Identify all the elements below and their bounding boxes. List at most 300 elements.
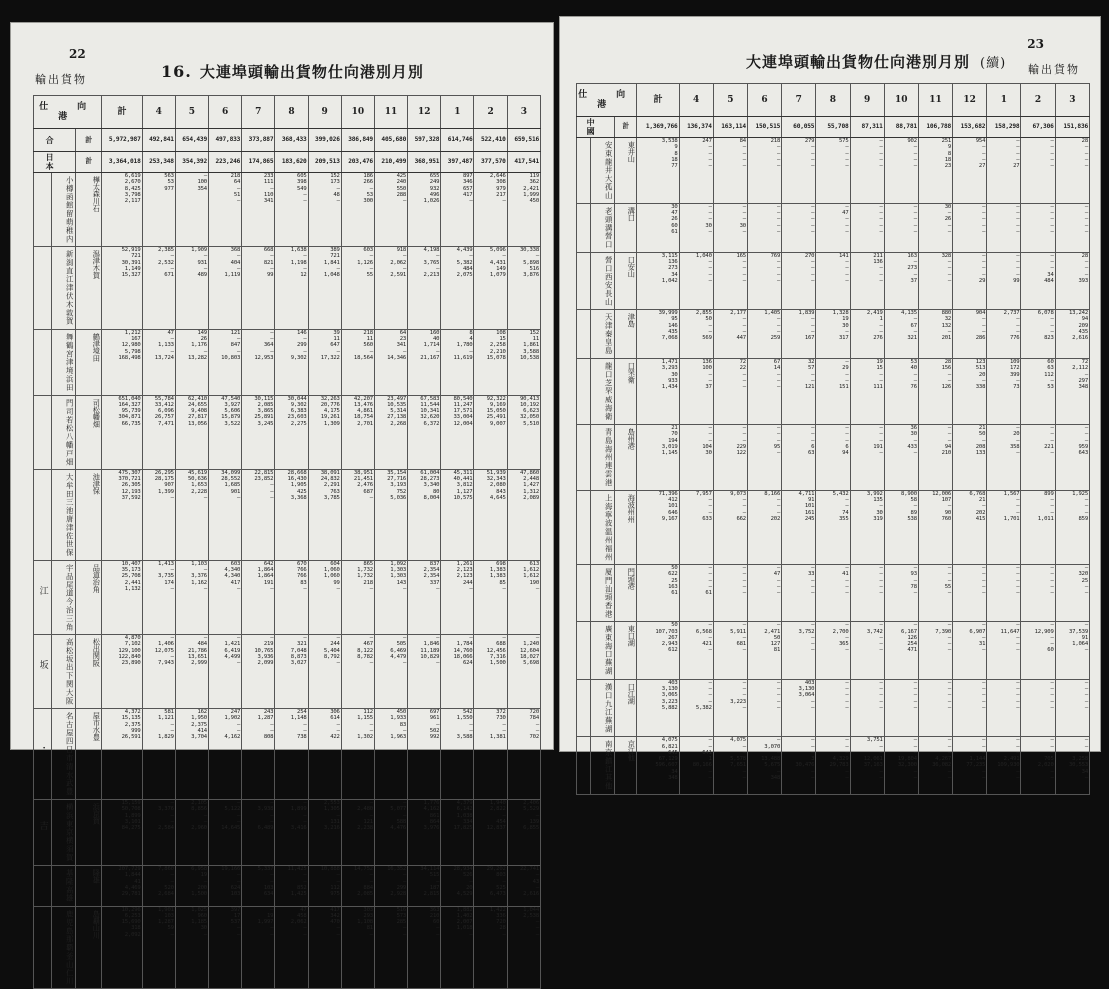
header-cell: 3	[507, 96, 540, 129]
table-row	[577, 565, 1090, 622]
table-cell: 7,957 — — — 633	[679, 490, 713, 564]
table-cell: — — — 19,804 32,300 — —	[884, 737, 918, 794]
region-label	[577, 252, 591, 309]
table-cell: 30,044 9,302 6,383 23,603 2,275	[275, 395, 308, 469]
table-cell: 32 57 — — 121	[782, 359, 816, 425]
table-cell: 158,298	[987, 117, 1021, 138]
table-cell: 186 266 — 53 300	[341, 173, 374, 247]
running-head: 輸出貨物	[1028, 63, 1080, 76]
table-cell: 373,887	[242, 129, 275, 152]
table-cell: 90,413 10,192 6,623 32,050 5,510	[507, 395, 540, 469]
table-cell: 6,619 2,670 8,425 3,798 2,117	[102, 173, 142, 247]
region-label	[577, 203, 591, 252]
table-cell: 5,337 — — 103 634	[242, 866, 275, 907]
region-label	[577, 622, 591, 679]
port-names: 天津秦皇島	[591, 310, 615, 359]
table-cell: 5,972,987	[102, 129, 142, 152]
table-cell: — 5,911 — 681 —	[713, 622, 747, 679]
table-cell: 8 4 1,780 — 11,619	[441, 329, 474, 395]
table-title	[746, 51, 1006, 72]
port-names: 安東龍井大孤山	[591, 138, 615, 204]
table-cell: 4,439 — 5,382 484 2,075	[441, 247, 474, 330]
table-cell: 1,422 336 720 28 —	[474, 906, 507, 989]
table-cell: 4,198 — 3,765 — 2,213	[408, 247, 441, 330]
table-cell: 389 721 1,841 — 1,048	[308, 247, 341, 330]
table-cell: — 2,471 50 127 81	[747, 622, 781, 679]
table-cell: 1,044 2,538 — — —	[507, 906, 540, 989]
port-names: 名古屋四日市清水武豊	[52, 709, 76, 800]
table-cell: 1,567 — — — 1,701	[987, 490, 1021, 564]
port-names: 小樽函館留萌稚内	[52, 173, 76, 247]
table-cell: — 1,421 6,419 4,499 —	[208, 635, 241, 709]
table-row	[577, 203, 1090, 252]
table-cell: 60 63 112 — 53	[1021, 359, 1055, 425]
table-cell: 659,516	[507, 129, 540, 152]
table-cell: — 244 5,404 8,792 —	[308, 635, 341, 709]
table-cell: 149 26 1,176 — 13,282	[175, 329, 208, 395]
table-cell: — — — — —	[1021, 138, 1055, 204]
table-row	[34, 395, 541, 469]
table-cell: 218 11 560 — 18,564	[341, 329, 374, 395]
table-cell: 64 23 341 — 14,346	[374, 329, 407, 395]
table-cell: 4,075 — — 5,578 7,651 — —	[713, 737, 747, 794]
data-table	[576, 83, 1090, 795]
table-cell: — — — — —	[1055, 203, 1089, 252]
table-cell: — 1,899 — — 3,416	[275, 800, 308, 866]
table-cell: — 93 — 78 —	[884, 565, 918, 622]
table-cell: 897 346 657 417 —	[441, 173, 474, 247]
table-cell: — — — — —	[850, 138, 884, 204]
table-cell: 642 1,864 1,864 191 —	[242, 560, 275, 634]
header-cell: 5	[175, 96, 208, 129]
table-cell: — — — 4,267 36,082 — —	[918, 737, 952, 794]
table-cell: — — — 705 2,020 — —	[1021, 737, 1055, 794]
table-cell: 1,901 103 1,287 59 —	[142, 906, 175, 989]
table-cell: 605 398 549 — —	[275, 173, 308, 247]
table-cell: 152 11 1,861 3,588 10,538	[507, 329, 540, 395]
table-cell: 4,870 7,102 129,100 122,840 23,890	[102, 635, 142, 709]
table-cell: 38,951 21,451 2,476 687 —	[341, 469, 374, 560]
data-table	[33, 95, 541, 989]
port-kinds: 隆雄	[76, 866, 102, 907]
table-cell: 51,939 32,343 2,080 843 4,645	[474, 469, 507, 560]
header-cell: 11	[918, 84, 952, 117]
port-kinds: 浜京賀	[76, 800, 102, 866]
table-cell: 368 — 404 — 1,119	[208, 247, 241, 330]
table-row	[34, 709, 541, 800]
table-cell: 29,202 803 — 525 6,473	[474, 866, 507, 907]
port-kinds: 島覇山川	[76, 906, 102, 989]
table-cell: 2,419 1 — — 276	[850, 310, 884, 359]
page-number: 23	[1027, 37, 1044, 51]
region-label	[577, 359, 591, 425]
table-cell: 354,392	[175, 152, 208, 173]
table-cell: 16,352 — — 299 2,928	[374, 866, 407, 907]
region-label	[577, 737, 591, 794]
table-cell: 668 — 821 — 99	[242, 247, 275, 330]
table-cell: — 41 — — —	[816, 565, 850, 622]
table-cell: 160 40 1,714 — 21,167	[408, 329, 441, 395]
table-cell: 1,776 4,162 861 864 3,976	[408, 800, 441, 866]
table-cell: 1,405 — — — 259	[747, 310, 781, 359]
table-cell: 10,407 35,173 25,708 2,441 1,132	[102, 560, 142, 634]
port-names: 漢口九江蕪湖	[591, 679, 615, 736]
table-cell: 2,855 50 — — 569	[679, 310, 713, 359]
total-row	[34, 129, 541, 152]
region-label: 吉	[34, 800, 52, 866]
table-cell: 141 — — — —	[816, 252, 850, 309]
header-cell: 計	[637, 84, 679, 117]
country-row	[577, 117, 1090, 138]
port-kinds: 口罘衛	[615, 359, 637, 425]
table-cell: 4,379 6,142 1,038 334 17,825	[441, 800, 474, 866]
table-cell: 1,261 2,123 2,123 244 —	[441, 560, 474, 634]
table-cell: 80,540 11,247 17,571 33,004 12,004	[441, 395, 474, 469]
table-row	[34, 866, 541, 907]
table-cell: 92,322 9,169 15,050 25,491 9,007	[474, 395, 507, 469]
row-label: 中 國	[577, 117, 615, 138]
table-cell: 3,992 135 — 30 319	[850, 490, 884, 564]
table-cell: — — — 34 484	[1021, 252, 1055, 309]
table-cell: 575 — — — —	[816, 138, 850, 204]
table-number: 16.	[161, 62, 192, 81]
table-cell: 109 172 399 — 73	[987, 359, 1021, 425]
table-cell: — — — — —	[884, 203, 918, 252]
table-cell: 36 30 — 433 —	[884, 425, 918, 491]
table-cell: 1,328 19 30 — 317	[816, 310, 850, 359]
table-cell: 42,207 13,476 4,861 18,754 2,701	[341, 395, 374, 469]
port-names: 廣東海口蕪湖	[591, 622, 615, 679]
table-cell: 372 730 — — 1,381	[474, 709, 507, 800]
table-cell: 254 1,148 — — 738	[275, 709, 308, 800]
table-cell: — 2,700 — 365 —	[816, 622, 850, 679]
table-cell: 28,934 526 — 20 4,529	[441, 866, 474, 907]
table-cell: 12,006 107 — 90 760	[918, 490, 952, 564]
table-cell: 954 — — — 27	[953, 138, 987, 204]
table-cell: — — — — —	[884, 679, 918, 736]
table-cell: 613 1,612 1,612 190 —	[507, 560, 540, 634]
table-cell: 899 — — — 1,011	[1021, 490, 1055, 564]
table-cell: 45,311 40,441 3,812 1,127 10,575	[441, 469, 474, 560]
table-cell: 522,410	[474, 129, 507, 152]
header-cell: 9	[308, 96, 341, 129]
header-cell: 4	[679, 84, 713, 117]
table-cell: — — — 3 30,476 — —	[782, 737, 816, 794]
table-cell: 163 — 273 — 37	[884, 252, 918, 309]
table-cell: — 47 — — —	[747, 565, 781, 622]
table-cell: 55,784 33,412 6,096 26,757 7,471	[142, 395, 175, 469]
table-cell: 50 622 25 163 61	[637, 565, 679, 622]
table-cell: 597,328	[408, 129, 441, 152]
table-cell: 603 — 1,126 — 55	[341, 247, 374, 330]
table-cell: 203,476	[341, 152, 374, 173]
region-label	[577, 310, 591, 359]
table-cell: 904 — — — 286	[953, 310, 987, 359]
table-cell: 363 210 60 — —	[408, 906, 441, 989]
header-cell: 11	[374, 96, 407, 129]
table-cell: — — — 6 63	[782, 425, 816, 491]
table-cell: 397,487	[441, 152, 474, 173]
table-cell: — — — 3,223 —	[713, 679, 747, 736]
port-kinds: 潟津木賀	[76, 247, 102, 330]
table-cell: — — — — —	[918, 679, 952, 736]
table-cell: 880 32 132 — 201	[918, 310, 952, 359]
table-cell: 425 240 550 288 —	[374, 173, 407, 247]
header-cell: 仕 向 港	[34, 96, 102, 129]
table-row	[34, 560, 541, 634]
table-cell: 15,159 50,708 1,899 3,101 84,275	[102, 800, 142, 866]
header-cell: 2	[474, 96, 507, 129]
table-cell: — — — — —	[953, 679, 987, 736]
table-cell: 1,882 1,402 2,007 1,018 —	[441, 906, 474, 989]
table-cell: 55,708	[816, 117, 850, 138]
table-cell: 497,833	[208, 129, 241, 152]
table-cell: 303 293 1,108 81 —	[341, 906, 374, 989]
table-row	[34, 329, 541, 395]
table-cell: 47,540 3,927 5,606 15,879 3,522	[208, 395, 241, 469]
table-cell: 34,114 515 — 187 2,815	[408, 866, 441, 907]
table-cell: 67 14 — — —	[747, 359, 781, 425]
table-row	[577, 737, 1090, 794]
table-cell: 209,513	[308, 152, 341, 173]
table-cell: 72 22 — — —	[713, 359, 747, 425]
table-cell: 119 362 2,421 1,999 450	[507, 173, 540, 247]
table-cell: 3,364,018	[102, 152, 142, 173]
country-row	[34, 152, 541, 173]
port-kinds: 鶴津境田	[76, 329, 102, 395]
table-cell: — 1,784 14,760 18,066 624	[441, 635, 474, 709]
table-cell: 28,668 16,430 1,905 425 3,368	[275, 469, 308, 560]
table-cell: — 5,077 — 588 4,476	[374, 800, 407, 866]
table-body	[34, 173, 541, 989]
table-cell: — — — — —	[850, 203, 884, 252]
region-label	[34, 247, 52, 330]
table-row	[34, 800, 541, 866]
region-label: ・	[34, 709, 52, 800]
table-cell: — 320 25 — —	[1055, 565, 1089, 622]
table-row	[577, 252, 1090, 309]
table-cell: 902 — — — —	[884, 138, 918, 204]
table-cell: 88,781	[884, 117, 918, 138]
table-cell: 123 513 20 — 338	[953, 359, 987, 425]
table-cell: 67,583 11,544 10,341 32,620 6,372	[408, 395, 441, 469]
table-cell: 417 342 470 — —	[308, 906, 341, 989]
port-names: 宇品尾道今治三角	[52, 560, 76, 634]
port-names: 基隆高雄	[52, 866, 76, 907]
region-label	[577, 425, 591, 491]
table-cell: 403 3,130 3,065 3,223 5,882	[637, 679, 679, 736]
running-head: 輸出貨物	[35, 73, 87, 86]
table-cell: — 467 8,122 8,782 —	[341, 635, 374, 709]
port-kinds: 池津保	[76, 469, 102, 560]
region-label	[34, 906, 52, 989]
table-cell: 655 249 932 496 1,026	[408, 173, 441, 247]
table-cell: — 12,909 — — 60	[1021, 622, 1055, 679]
table-cell: 11,425 — — 852 1,425	[275, 866, 308, 907]
table-cell: 1,925 — — — 859	[1055, 490, 1089, 564]
header-cell: 2	[1021, 84, 1055, 117]
port-names: 上海寧波温州福州	[591, 490, 615, 564]
table-cell: 165 — — — —	[713, 252, 747, 309]
table-cell: 670 766 766 83 —	[275, 560, 308, 634]
table-cell: — — — — —	[953, 565, 987, 622]
table-cell: 67,306	[1021, 117, 1055, 138]
table-cell: — — — — —	[747, 679, 781, 736]
header-cell: 1	[987, 84, 1021, 117]
table-cell: — — — 30 —	[679, 203, 713, 252]
table-cell: 32,263 20,776 4,175 19,261 1,309	[308, 395, 341, 469]
table-cell: 62,410 24,655 9,408 27,817 13,056	[175, 395, 208, 469]
table-row	[34, 906, 541, 989]
table-cell: — — — — 29	[953, 252, 987, 309]
table-cell: 30,338 — 5,898 516 3,876	[507, 247, 540, 330]
table-cell: 28 — — — 393	[1055, 252, 1089, 309]
table-cell: 10,888 — — 112 975	[308, 866, 341, 907]
table-cell: 492,841	[142, 129, 175, 152]
table-cell: 22,741 — 43 — 2,616	[507, 866, 540, 907]
table-cell: 210,499	[374, 152, 407, 173]
table-cell: 1,369,766	[637, 117, 679, 138]
table-cell: — — — 55 —	[918, 565, 952, 622]
table-cell: 251 9 8 18 23	[918, 138, 952, 204]
table-cell: — 6,907 — 31 —	[953, 622, 987, 679]
header-cell: 12	[953, 84, 987, 117]
table-cell: 1,212 167 12,980 5,798 168,498	[102, 329, 142, 395]
table-title-text: 大連埠頭輸出貨物仕向港別月別	[199, 63, 424, 81]
table-cell: — — — 94 210	[918, 425, 952, 491]
table-cell: 918 — 2,062 — 2,591	[374, 247, 407, 330]
table-cell: 183,620	[275, 152, 308, 173]
table-cell: 47 458 2,062 — —	[275, 906, 308, 989]
port-names: 横浜東京横須賀	[52, 800, 76, 866]
title-continued: (續)	[980, 56, 1007, 71]
table-row	[577, 679, 1090, 736]
table-cell: — — — — —	[850, 679, 884, 736]
header-cell: 3	[1055, 84, 1089, 117]
table-cell: — — 641 1 80,166 — —	[679, 737, 713, 794]
table-cell: 136,374	[679, 117, 713, 138]
header-cell: 8	[816, 84, 850, 117]
right-page	[559, 16, 1101, 791]
table-cell: 654,439	[175, 129, 208, 152]
table-cell: — 3,938 — — 6,489	[242, 800, 275, 866]
table-cell: 35,154 27,716 3,193 752 5,036	[374, 469, 407, 560]
table-cell: — 47 — — —	[816, 203, 850, 252]
table-cell: 38,091 24,832 2,291 763 3,785	[308, 469, 341, 560]
header-cell: 1	[441, 96, 474, 129]
port-kinds: 品道治角	[76, 560, 102, 634]
table-cell: 21 70 194 3,019 1,145	[637, 425, 679, 491]
port-names: 龍口芝罘威海衛	[591, 359, 615, 425]
table-cell: — 2,480 — 121 2,238	[341, 800, 374, 866]
table-cell: 698 1,383 1,383 85 —	[474, 560, 507, 634]
table-cell: 207,729 1,844 41 4,469 29,781	[102, 866, 142, 907]
table-cell: 651,040 164,327 95,739 304,871 66,735	[102, 395, 142, 469]
table-body	[577, 138, 1090, 795]
table-cell: — — — — —	[987, 565, 1021, 622]
table-cell: 39 11 647 — 17,322	[308, 329, 341, 395]
table-cell: — — — 959 643	[1055, 425, 1089, 491]
port-names: 青島海州連雲港	[591, 425, 615, 491]
table-cell: 581 1,121 — — 1,829	[142, 709, 175, 800]
table-cell: — 505 6,469 4,479 —	[374, 635, 407, 709]
table-cell: 162 1,950 2,375 414 3,704	[175, 709, 208, 800]
table-cell: — 11,647 — — —	[987, 622, 1021, 679]
table-row	[577, 622, 1090, 679]
port-names: 門司若松八幡戸畑	[52, 395, 76, 469]
port-names: 厦門汕頭香港	[591, 565, 615, 622]
table-row	[34, 247, 541, 330]
header-row	[34, 96, 541, 129]
table-cell: 1,839 — — — 167	[782, 310, 816, 359]
table-cell: 3,751 — — 12,061 37,163 — —	[850, 737, 884, 794]
table-cell: 28 156 — — 126	[918, 359, 952, 425]
region-label: 坂	[34, 635, 52, 709]
port-kinds: 東井山	[615, 138, 637, 204]
table-cell: 516 573 285 — —	[374, 906, 407, 989]
table-cell: 1,940 2,822 — 454 12,837	[474, 800, 507, 866]
table-cell: 697 961 — 502 992	[408, 709, 441, 800]
row-kind: 計	[76, 152, 102, 173]
table-cell: 9,073 — — — 662	[713, 490, 747, 564]
table-cell: 3,538 9 8 18 77	[637, 138, 679, 204]
port-kinds: 海波州州	[615, 490, 637, 564]
table-cell: 174,865	[242, 152, 275, 173]
table-cell: 39,999 95 146 435 7,068	[637, 310, 679, 359]
header-cell: 7	[242, 96, 275, 129]
row-kind: 計	[615, 117, 637, 138]
table-cell: 563 53 977	[142, 173, 175, 247]
table-cell: 136 100 — — 37	[679, 359, 713, 425]
table-cell: — — — — —	[816, 679, 850, 736]
row-label: 合	[34, 129, 76, 152]
table-cell: 1,909 — 931 — 489	[175, 247, 208, 330]
port-names: 老頭溝營口	[591, 203, 615, 252]
table-cell: 614,746	[441, 129, 474, 152]
table-cell: — 1,240 12,604 18,027 5,698	[507, 635, 540, 709]
table-cell: — — — 3,258 30,553 34 —	[1055, 737, 1089, 794]
page-number: 22	[69, 47, 86, 61]
table-cell: 2,646 308 979 217 —	[474, 173, 507, 247]
table-cell: 1,092 1,303 1,303 143 —	[374, 560, 407, 634]
table-cell: 45,619 50,636 1,653 2,228 —	[175, 469, 208, 560]
table-cell: — — — 1,144 77,235 — —	[953, 737, 987, 794]
table-cell: 50 107,703 267 2,943 612	[637, 622, 679, 679]
table-cell: 223,246	[208, 152, 241, 173]
region-label	[577, 138, 591, 204]
table-cell: — 100 354	[175, 173, 208, 247]
table-row	[577, 425, 1090, 491]
port-names: 南京鎮江其他	[591, 737, 615, 794]
table-cell: — — — — —	[987, 203, 1021, 252]
port-kinds: 門頭港	[615, 565, 637, 622]
table-cell: 720 784 — — 702	[507, 709, 540, 800]
table-cell: 328 — — — —	[918, 252, 952, 309]
table-cell: 13,242 94 209 435 2,616	[1055, 310, 1089, 359]
table-cell: 417,541	[507, 152, 540, 173]
table-cell: 399,026	[308, 129, 341, 152]
table-cell: 386,849	[341, 129, 374, 152]
header-cell: 4	[142, 96, 175, 129]
table-cell: — 19 1,997 — —	[242, 906, 275, 989]
table-cell: 19,166 — — 624 103	[208, 866, 241, 907]
table-cell: 218 — — — —	[747, 138, 781, 204]
header-cell: 12	[408, 96, 441, 129]
table-cell: 30 47 26 60 61	[637, 203, 679, 252]
table-cell: — 3,752 — — —	[782, 622, 816, 679]
region-label	[577, 679, 591, 736]
port-kinds: 津島	[615, 310, 637, 359]
